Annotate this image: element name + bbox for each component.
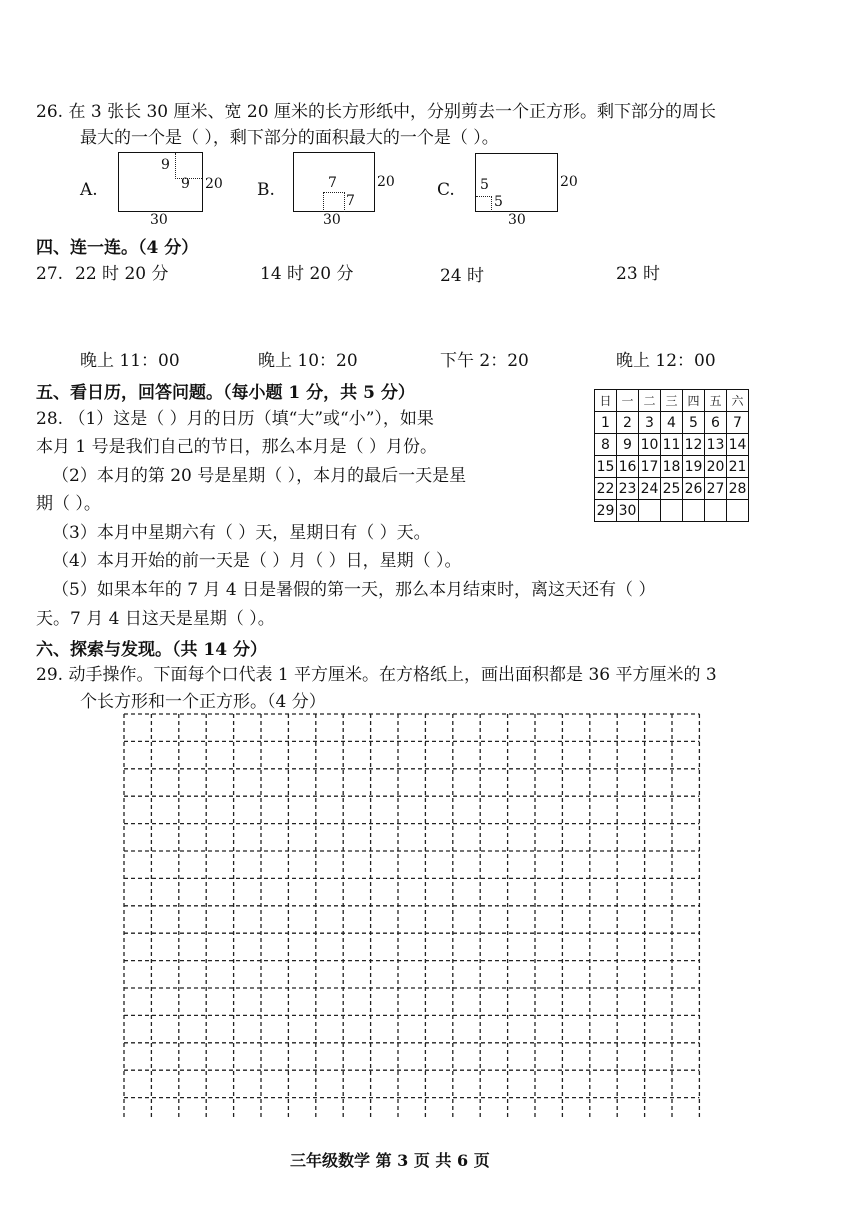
- width-c: 30: [508, 212, 526, 228]
- day-cell: 25: [661, 478, 683, 500]
- cut-square-c: [476, 196, 492, 212]
- cut-side-b-right: 7: [346, 193, 355, 209]
- calendar-week-row: [595, 456, 749, 478]
- cut-side-c-top: 5: [480, 177, 489, 193]
- q28-5-line1: （5）如果本年的 7 月 4 日是暑假的第一天，那么本月结束时，离这天还有（ ）: [52, 580, 656, 600]
- cut-side-a-right: 9: [181, 176, 190, 192]
- width-a: 30: [150, 212, 168, 228]
- day-cell: 7: [727, 412, 749, 434]
- square-grid-paper: [120, 710, 705, 1120]
- q28-2-line2: 期（ ）。: [36, 494, 101, 514]
- day-cell: [639, 500, 661, 522]
- calendar-week-row: [595, 434, 749, 456]
- day-cell: 10: [639, 434, 661, 456]
- day-cell: 20: [705, 456, 727, 478]
- day-cell: 11: [661, 434, 683, 456]
- day-cell: 30: [617, 500, 639, 522]
- time-24h-2: 14 时 20 分: [260, 264, 354, 284]
- day-cell: 23: [617, 478, 639, 500]
- calendar-week-row: [595, 478, 749, 500]
- weekday-cell: 三: [661, 390, 683, 412]
- calendar-week-row: [595, 412, 749, 434]
- width-b: 30: [323, 212, 341, 228]
- height-c: 20: [560, 174, 578, 190]
- day-cell: 9: [617, 434, 639, 456]
- day-cell: 15: [595, 456, 617, 478]
- calendar-week-row: [595, 500, 749, 522]
- time-24h-3: 24 时: [440, 266, 485, 286]
- q26-line1: 26. 在 3 张长 30 厘米、宽 20 厘米的长方形纸中，分别剪去一个正方形。剩下部分的周长: [36, 102, 716, 122]
- cut-side-a-top: 9: [161, 157, 170, 173]
- time-24h-1: 22 时 20 分: [75, 264, 169, 284]
- weekday-cell: 五: [705, 390, 727, 412]
- day-cell: [727, 500, 749, 522]
- day-cell: 13: [705, 434, 727, 456]
- q26-line2: 最大的一个是（ ），剩下部分的面积最大的一个是（ ）。: [80, 128, 499, 148]
- section-6-title: 六、探索与发现。（共 14 分）: [36, 640, 267, 660]
- day-cell: 8: [595, 434, 617, 456]
- q29-line2: 个长方形和一个正方形。（4 分）: [80, 692, 326, 712]
- day-cell: [683, 500, 705, 522]
- q28-3: （3）本月中星期六有（ ）天，星期日有（ ）天。: [52, 523, 431, 543]
- time-12h-2: 晚上 10：20: [258, 351, 358, 371]
- day-cell: 24: [639, 478, 661, 500]
- page-footer: 三年级数学 第 3 页 共 6 页: [290, 1151, 490, 1170]
- calendar: [594, 389, 749, 522]
- day-cell: 16: [617, 456, 639, 478]
- day-cell: 14: [727, 434, 749, 456]
- day-cell: [705, 500, 727, 522]
- time-24h-4: 23 时: [616, 264, 661, 284]
- day-cell: 12: [683, 434, 705, 456]
- cut-side-b-top: 7: [328, 175, 337, 191]
- option-b-letter: B.: [257, 180, 275, 200]
- day-cell: 5: [683, 412, 705, 434]
- day-cell: 18: [661, 456, 683, 478]
- calendar-weekday-row: [595, 390, 749, 412]
- q28-5-line2: 天。7 月 4 日这天是星期（ ）。: [36, 609, 275, 629]
- cut-square-b: [323, 192, 345, 212]
- q27-number: 27.: [36, 264, 64, 284]
- day-cell: 22: [595, 478, 617, 500]
- weekday-cell: 二: [639, 390, 661, 412]
- weekday-cell: 四: [683, 390, 705, 412]
- day-cell: 17: [639, 456, 661, 478]
- day-cell: 26: [683, 478, 705, 500]
- cut-side-c-right: 5: [494, 194, 503, 210]
- weekday-cell: 六: [727, 390, 749, 412]
- day-cell: 4: [661, 412, 683, 434]
- day-cell: 27: [705, 478, 727, 500]
- option-c-letter: C.: [437, 180, 455, 200]
- height-b: 20: [377, 174, 395, 190]
- day-cell: 28: [727, 478, 749, 500]
- q28-1-line2: 本月 1 号是我们自己的节日，那么本月是（ ）月份。: [36, 437, 438, 457]
- day-cell: 29: [595, 500, 617, 522]
- time-12h-4: 晚上 12：00: [616, 351, 716, 371]
- day-cell: 19: [683, 456, 705, 478]
- day-cell: 1: [595, 412, 617, 434]
- q28-4: （4）本月开始的前一天是（ ）月（ ）日，星期（ ）。: [52, 551, 462, 571]
- section-5-title: 五、看日历，回答问题。（每小题 1 分，共 5 分）: [36, 383, 415, 403]
- section-4-title: 四、连一连。（4 分）: [36, 238, 199, 258]
- time-12h-3: 下午 2：20: [440, 351, 529, 371]
- weekday-cell: 一: [617, 390, 639, 412]
- day-cell: 2: [617, 412, 639, 434]
- time-12h-1: 晚上 11：00: [80, 351, 180, 371]
- height-a: 20: [205, 176, 223, 192]
- day-cell: 3: [639, 412, 661, 434]
- day-cell: 6: [705, 412, 727, 434]
- q29-line1: 29. 动手操作。下面每个口代表 1 平方厘米。在方格纸上，画出面积都是 36 平方厘米的 3: [36, 665, 717, 685]
- day-cell: [661, 500, 683, 522]
- q28-2-line1: （2）本月的第 20 号是星期（ ），本月的最后一天是星: [52, 466, 467, 486]
- weekday-cell: 日: [595, 390, 617, 412]
- day-cell: 21: [727, 456, 749, 478]
- q28-1-line1: 28. （1）这是（ ）月的日历（填“大”或“小”），如果: [36, 409, 434, 429]
- option-a-letter: A.: [80, 180, 98, 200]
